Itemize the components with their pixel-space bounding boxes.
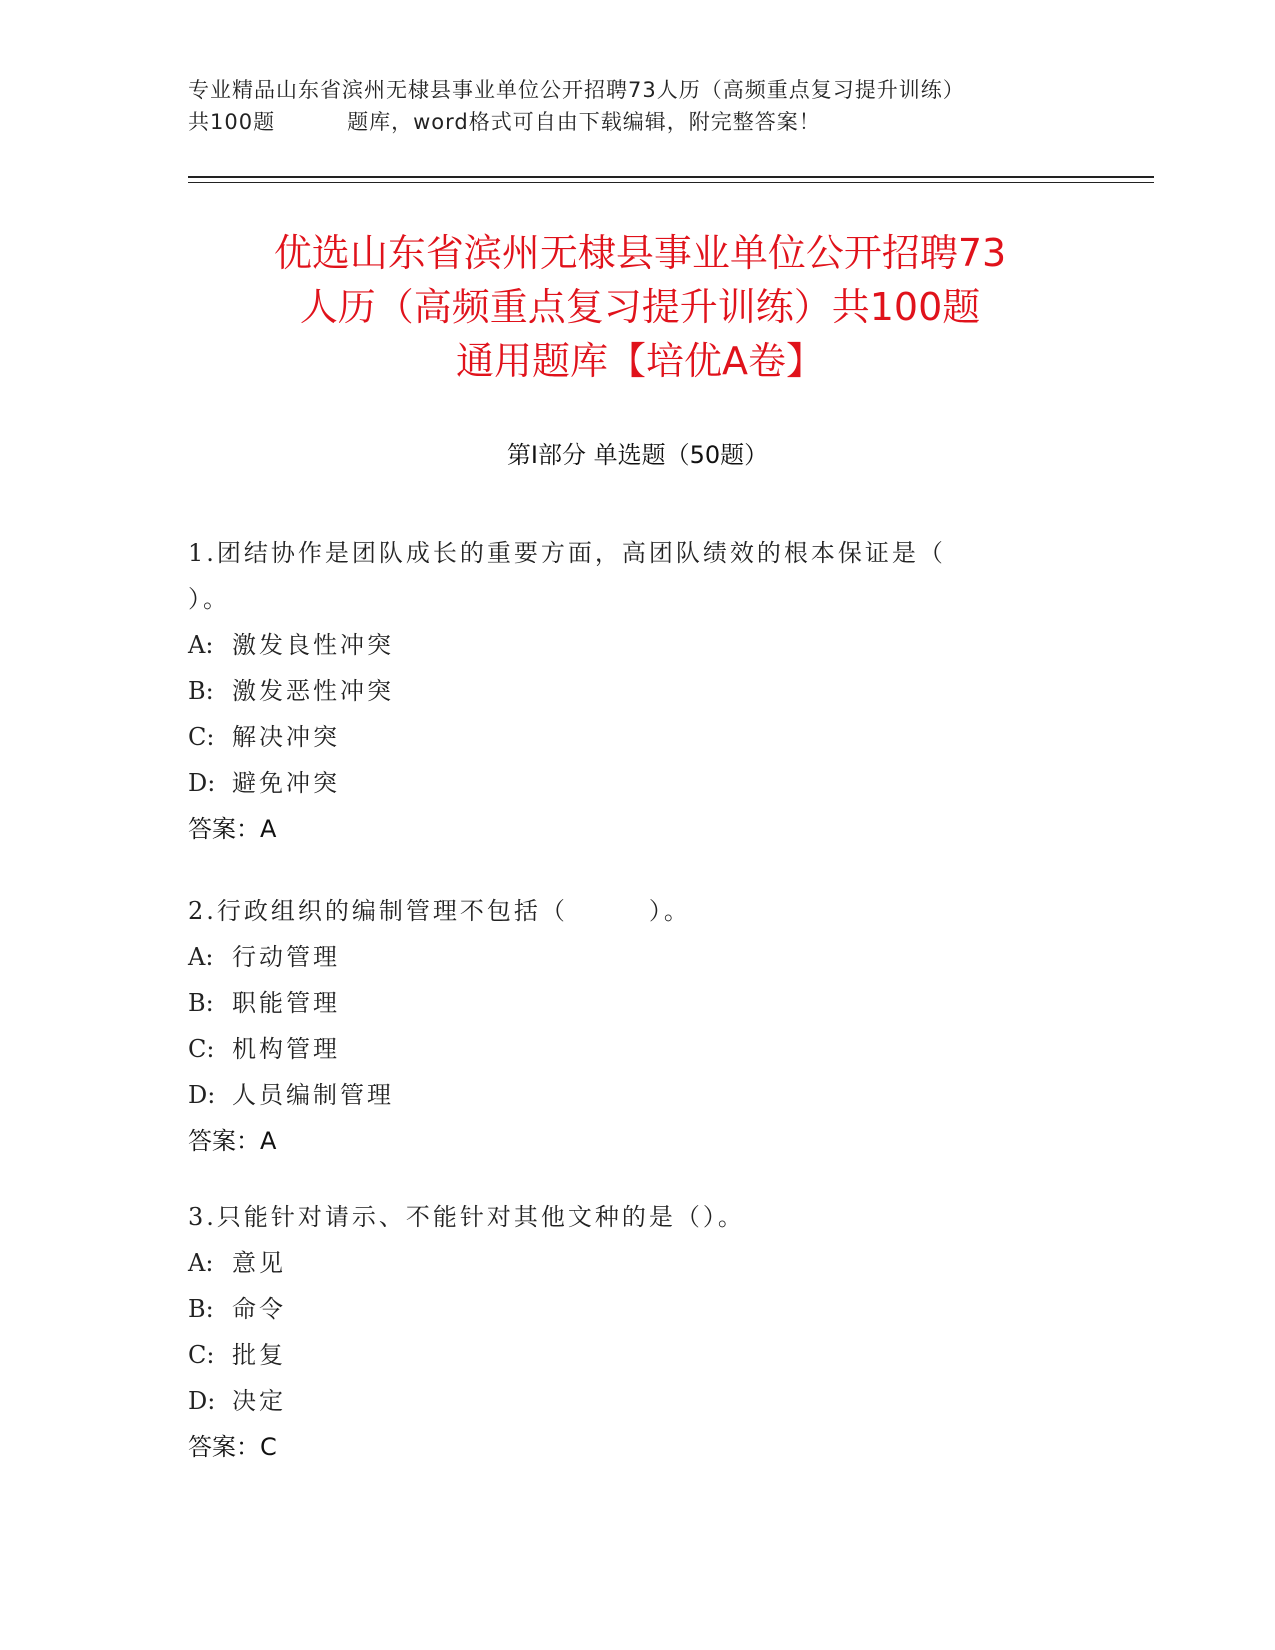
option-key: B:: [188, 1295, 214, 1323]
question-1-option-d: [188, 760, 1088, 806]
option-text: 激发恶性冲突: [232, 677, 394, 705]
question-3-option-c: [188, 1332, 1088, 1378]
option-key: C:: [188, 1341, 215, 1369]
question-1-answer: 答案：A: [188, 815, 277, 843]
option-key: D:: [188, 1387, 216, 1415]
title-line-2: 人历（高频重点复习提升训练）共100题: [299, 285, 981, 329]
header-line-2-right: 题库，word格式可自由下载编辑，附完整答案！: [347, 110, 821, 134]
question-list: [188, 530, 1088, 1500]
question-3: [188, 1194, 1088, 1470]
question-3-option-d: [188, 1378, 1088, 1424]
question-1-stem-line-2: ）。: [188, 585, 230, 613]
option-key: C:: [188, 1035, 215, 1063]
option-text: 批复: [232, 1341, 286, 1369]
header-divider-thin: [188, 182, 1154, 183]
question-3-option-b: [188, 1286, 1088, 1332]
question-2-option-b: [188, 980, 1088, 1026]
option-key: A:: [188, 943, 214, 971]
question-2-option-d: [188, 1072, 1088, 1118]
option-key: D:: [188, 1081, 216, 1109]
title-line-1: 优选山东省滨州无棣县事业单位公开招聘73: [273, 231, 1007, 275]
option-text: 职能管理: [232, 989, 340, 1017]
option-text: 命令: [232, 1295, 286, 1323]
option-text: 意见: [232, 1249, 286, 1277]
question-2-stem-line-1: 2.行政组织的编制管理不包括（ ）。: [188, 897, 691, 925]
section-title: 第Ⅰ部分 单选题（50题）: [506, 441, 769, 469]
option-key: D:: [188, 769, 216, 797]
option-text: 解决冲突: [232, 723, 340, 751]
option-text: 机构管理: [232, 1035, 340, 1063]
option-key: C:: [188, 723, 215, 751]
option-key: B:: [188, 677, 214, 705]
header-note: [188, 74, 1088, 138]
question-2-option-a: [188, 934, 1088, 980]
option-text: 决定: [232, 1387, 286, 1415]
question-1-option-a: [188, 622, 1088, 668]
title-line-3: 通用题库【培优A卷】: [456, 339, 824, 383]
header-divider-thick: [188, 176, 1154, 178]
question-1-option-b: [188, 668, 1088, 714]
question-2-answer: 答案：A: [188, 1127, 277, 1155]
question-3-option-a: [188, 1240, 1088, 1286]
option-text: 人员编制管理: [232, 1081, 394, 1109]
question-2: [188, 888, 1088, 1164]
option-text: 避免冲突: [232, 769, 340, 797]
option-key: A:: [188, 631, 214, 659]
option-key: A:: [188, 1249, 214, 1277]
question-1-option-c: [188, 714, 1088, 760]
question-1: [188, 530, 1088, 852]
option-text: 激发良性冲突: [232, 631, 394, 659]
question-2-option-c: [188, 1026, 1088, 1072]
document-title: [160, 226, 1120, 388]
header-line-2-left: 共100题: [188, 110, 276, 134]
question-3-answer: 答案：C: [188, 1433, 277, 1461]
option-text: 行动管理: [232, 943, 340, 971]
option-key: B:: [188, 989, 214, 1017]
question-3-stem-line-1: 3.只能针对请示、不能针对其他文种的是（）。: [188, 1203, 745, 1231]
header-line-2: [188, 106, 1088, 138]
header-line-1: 专业精品山东省滨州无棣县事业单位公开招聘73人历（高频重点复习提升训练）: [188, 78, 965, 102]
question-1-stem-line-1: 1.团结协作是团队成长的重要方面，高团队绩效的根本保证是（: [188, 539, 946, 567]
